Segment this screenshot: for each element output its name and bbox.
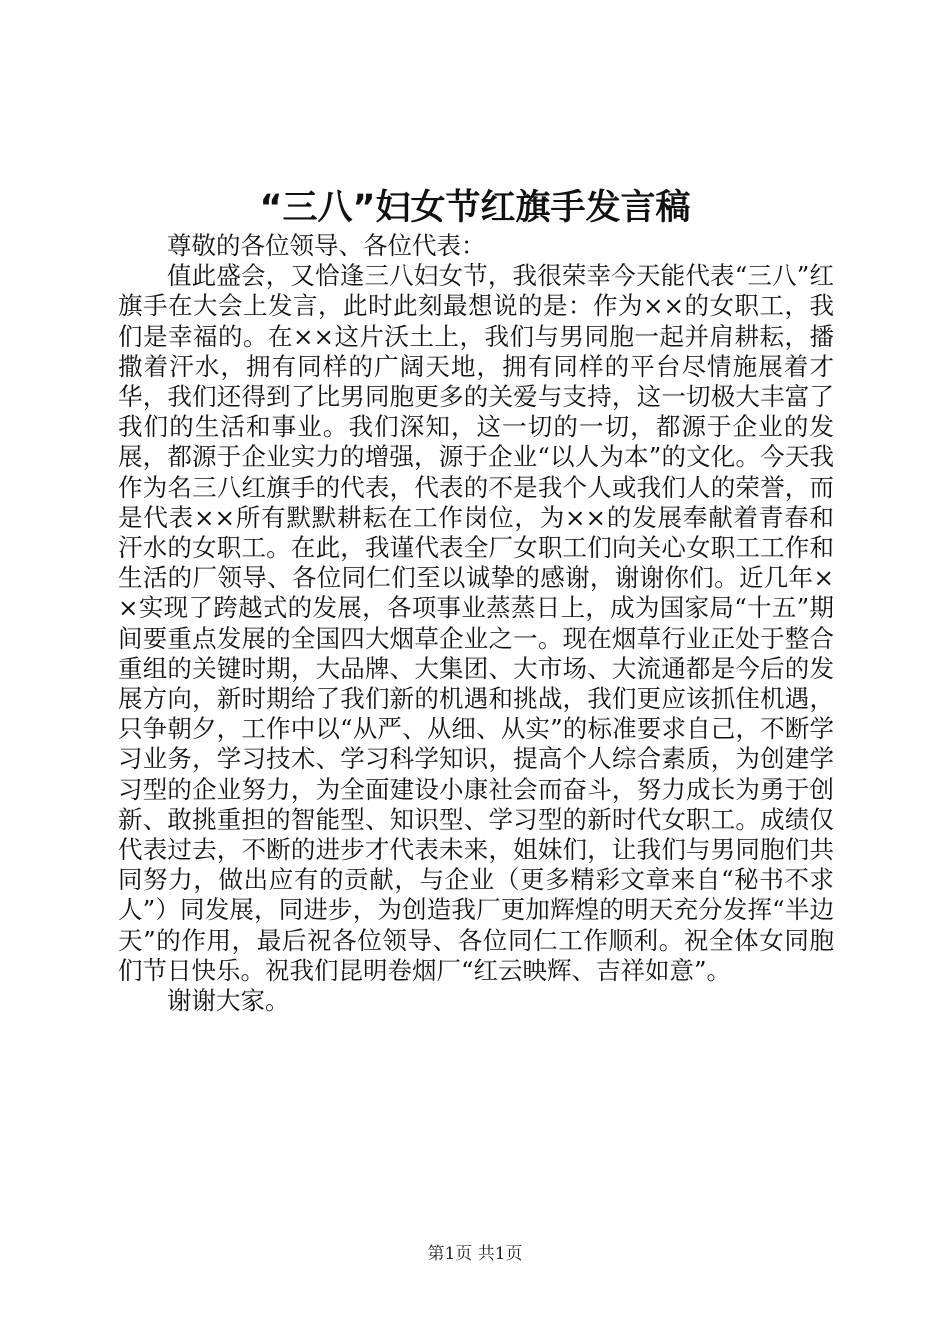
- document-title: “三八”妇女节红旗手发言稿: [259, 188, 691, 228]
- closing-paragraph: 谢谢大家。: [167, 986, 290, 1016]
- page-number-footer: 第1页 共1页: [427, 1244, 523, 1264]
- main-paragraph: 值此盛会，又恰逢三八妇女节，我很荣幸今天能代表“三八”红旗手在大会上发言，此时此刻最想说的是：作为××的女职工，我们是幸福的。在××这片沃土上，我们与男同胞一起并肩耕耘，播撒着汗水，拥有同样的广阔天地，拥有同样的平台尽情施展着才华，我们还得到了比男同胞更多的关爱与支持，这一切极大丰富了我们的生活和事业。我们深知，这一切的一切，都源于企业的发展，都源于企业实力的增强，源于企业“以人为本”的文化。今天我作为名三八红旗手的代表，代表的不是我个人或我们人的荣誉，而是代表××所有默默耕耘在工作岗位，为××的发展奉献着青春和汗水的女职工。在此，我谨代表全厂女职工们向关心女职工工作和生活的厂领导、各位同仁们至以诚挚的感谢，谢谢你们。近几年××实现了跨越式的发展，各项事业蒸蒸日上，成为国家局“十五”期间要重点发展的全国四大烟草企业之一。现在烟草行业正处于整合重组的关键时期，大品牌、大集团、大市场、大流通都是今后的发展方向，新时期给了我们新的机遇和挑战，我们更应该抓住机遇，只争朝夕，工作中以“从严、从细、从实”的标准要求自己，不断学习业务，学习技术、学习科学知识，提高个人综合素质，为创建学习型的企业努力，为全面建设小康社会而奋斗，努力成长为勇于创新、敢挑重担的智能型、知识型、学习型的新时代女职工。成绩仅代表过去，不断的进步才代表未来，姐妹们，让我们与男同胞们共同努力，做出应有的贡献，与企业（更多精彩文章来自“秘书不求人”）同发展，同进步，为创造我厂更加辉煌的明天充分发挥“半边天”的作用，最后祝各位领导、各位同仁工作顺利。祝全体女同胞们节日快乐。祝我们昆明卷烟厂“红云映辉、吉祥如意”。: [118, 261, 834, 985]
- document-body: [118, 231, 834, 1016]
- salutation-paragraph: 尊敬的各位领导、各位代表：: [167, 231, 486, 260]
